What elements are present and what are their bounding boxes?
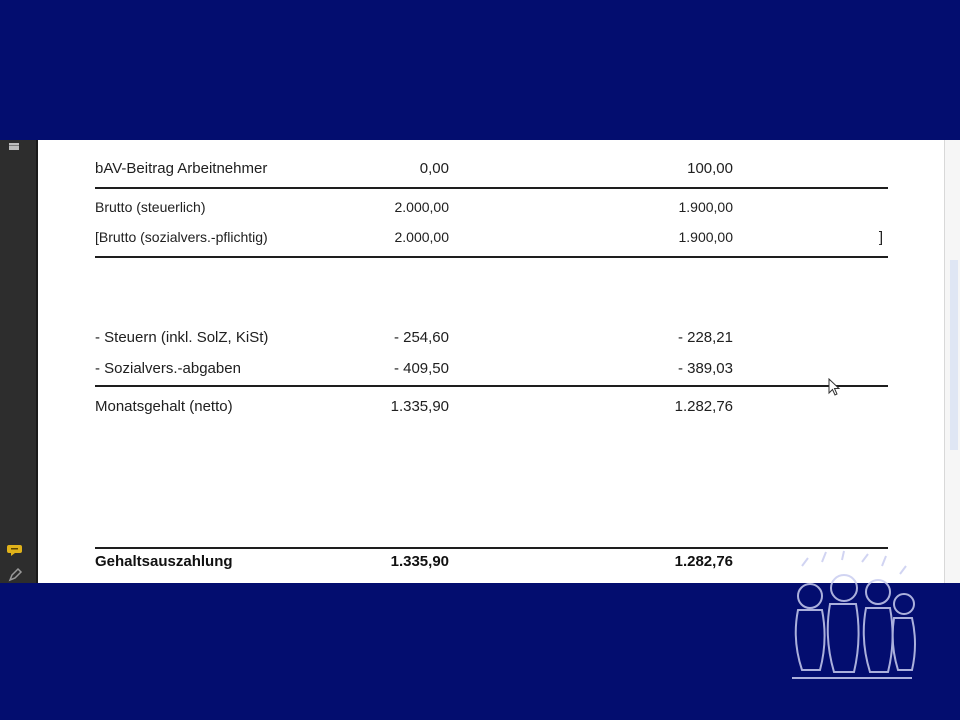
value-column-2: 1.900,00 (678, 199, 733, 215)
pen-icon[interactable] (7, 567, 23, 583)
row-label: - Steuern (inkl. SolZ, KiSt) (95, 329, 269, 346)
table-rule (95, 256, 888, 258)
value-column-1: - 254,60 (393, 329, 449, 346)
row-label: [Brutto (sozialvers.-pflichtig) (95, 229, 268, 245)
row-monatsgehalt-netto (95, 398, 887, 420)
page-icon[interactable] (7, 140, 23, 156)
table-rule (95, 187, 888, 189)
row-bav-beitrag (95, 160, 887, 182)
row-label: Gehaltsauszahlung (95, 553, 233, 570)
value-column-2: 1.282,76 (674, 553, 733, 570)
comment-icon[interactable] (7, 542, 23, 558)
row-gehaltsauszahlung (95, 553, 887, 575)
value-column-1: 2.000,00 (394, 199, 449, 215)
mouse-cursor-icon (828, 378, 842, 403)
row-brutto-steuerlich (95, 199, 887, 221)
top-blue-band (0, 0, 960, 140)
table-rule (95, 547, 888, 549)
value-column-1: 1.335,90 (390, 398, 449, 415)
value-column-2: 1.900,00 (678, 229, 733, 245)
value-column-2: - 389,03 (677, 360, 733, 377)
scrollbar-thumb[interactable] (950, 260, 958, 450)
table-rule (95, 385, 888, 387)
row-sozialabgaben (95, 360, 887, 382)
value-column-1: 2.000,00 (394, 229, 449, 245)
row-label: Monatsgehalt (netto) (95, 398, 233, 415)
value-column-1: 1.335,90 (390, 553, 449, 570)
value-column-1: 0,00 (419, 160, 449, 177)
row-brutto-sozialvers (95, 229, 887, 251)
row-steuern (95, 329, 887, 351)
left-toolbar (0, 140, 38, 583)
row-label: Brutto (steuerlich) (95, 199, 206, 215)
row-label: - Sozialvers.-abgaben (95, 360, 241, 377)
value-column-1: - 409,50 (393, 360, 449, 377)
row-label: bAV-Beitrag Arbeitnehmer (95, 160, 268, 177)
value-column-2: 100,00 (687, 160, 733, 177)
figures-watermark (782, 548, 922, 693)
closing-bracket: ] (878, 229, 883, 246)
value-column-2: - 228,21 (677, 329, 733, 346)
value-column-2: 1.282,76 (674, 398, 733, 415)
